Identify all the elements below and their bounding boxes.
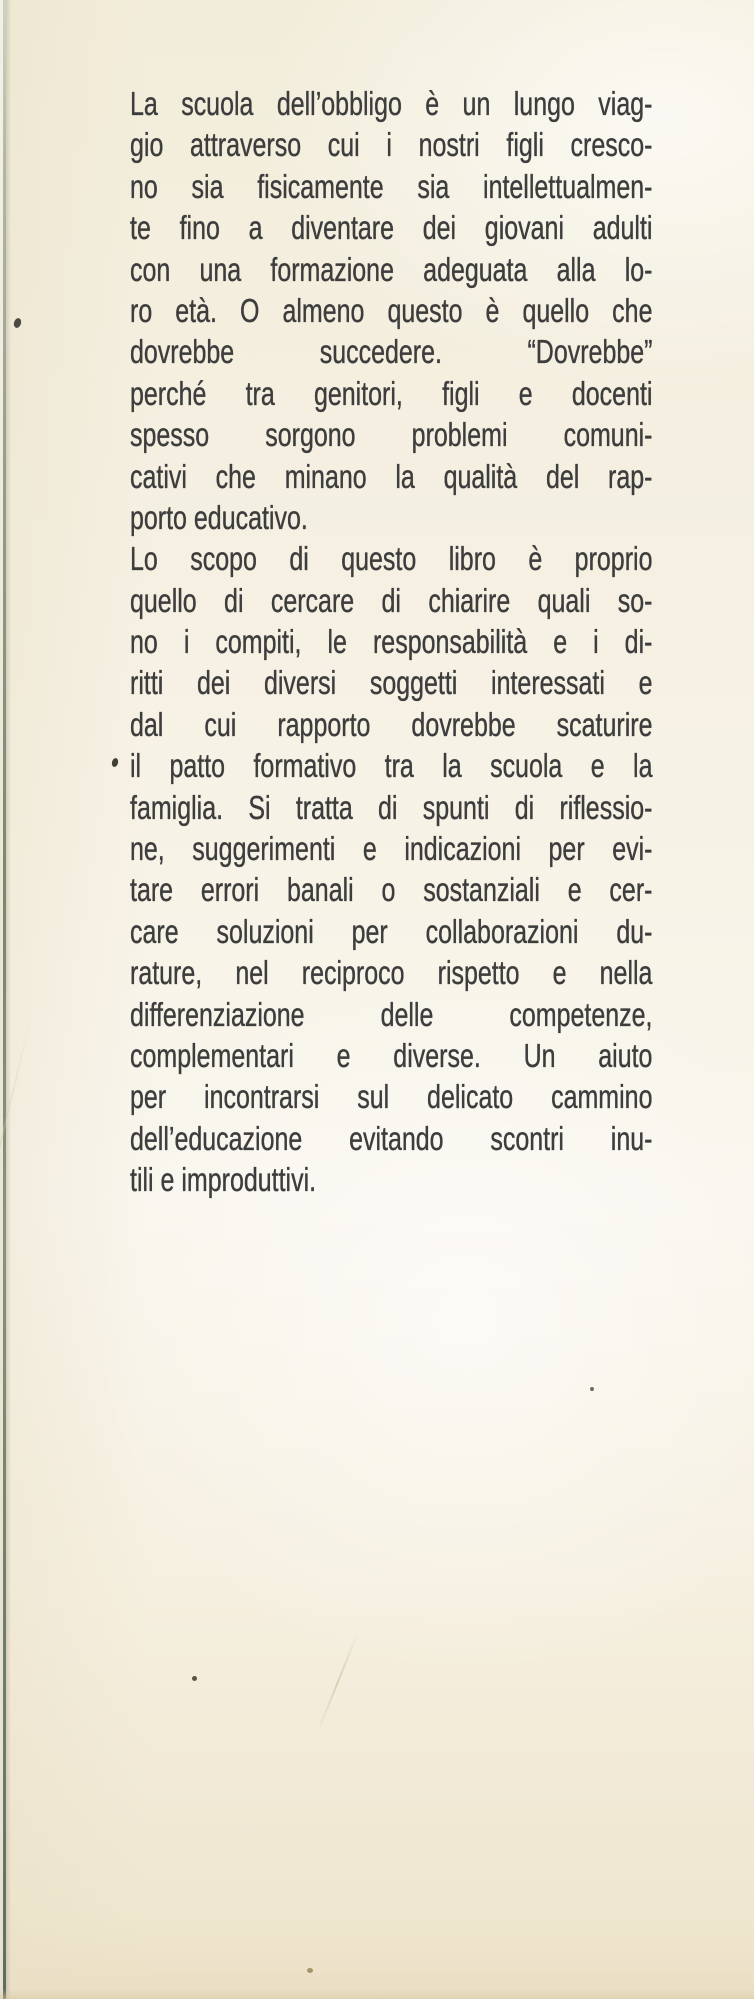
text-line: per incontrarsi sul delicato cammino — [130, 1078, 653, 1116]
text-line: Lo scopo di questo libro è proprio — [130, 540, 653, 578]
text-line: con una formazione adeguata alla lo- — [130, 250, 653, 288]
text-line: gio attraverso cui i nostri figli cresco- — [130, 126, 653, 164]
text-line: no i compiti, le responsabilità e i di- — [130, 623, 653, 661]
paragraph-2 — [130, 538, 652, 1200]
text-line: ne, suggerimenti e indicazioni per evi- — [130, 830, 653, 868]
text-line: famiglia. Si tratta di spunti di riflessio- — [130, 788, 653, 826]
text-line: ro età. O almeno questo è quello che — [130, 291, 653, 329]
paper-crease — [317, 1632, 359, 1733]
text-line: porto educativo. — [130, 498, 308, 536]
text-line: te fino a diventare dei giovani adulti — [130, 209, 653, 247]
text-line: spesso sorgono problemi comuni- — [130, 416, 653, 454]
scan-edge-shadow — [6, 0, 11, 1999]
ink-speck — [13, 317, 23, 329]
text-line: ritti dei diversi soggetti interessati e — [130, 664, 653, 702]
body-text — [130, 83, 652, 1201]
text-line: tili e improduttivi. — [130, 1161, 317, 1199]
paragraph-1 — [130, 83, 652, 538]
text-line: dal cui rapporto dovrebbe scaturire — [130, 705, 653, 743]
ink-speck — [111, 757, 119, 767]
ink-speck — [307, 1968, 313, 1973]
text-line: care soluzioni per collaborazioni du- — [130, 912, 653, 950]
text-line: tare errori banali o sostanziali e cer- — [130, 871, 653, 909]
scan-bottom-shade — [0, 1989, 754, 1999]
ink-speck — [192, 1676, 197, 1681]
text-line: cativi che minano la qualità del rap- — [130, 457, 653, 495]
text-line: dell’educazione evitando scontri inu- — [130, 1119, 653, 1157]
text-line: quello di cercare di chiarire quali so- — [130, 581, 653, 619]
text-line: perché tra genitori, figli e docenti — [130, 374, 653, 412]
text-line: no sia fisicamente sia intellettualmen- — [130, 167, 653, 205]
ink-speck — [590, 1387, 594, 1391]
text-line: dovrebbe succedere. “Dovrebbe” — [130, 333, 653, 371]
text-line: il patto formativo tra la scuola e la — [130, 747, 653, 785]
text-line: rature, nel reciproco rispetto e nella — [130, 954, 653, 992]
text-line: differenziazione delle competenze, — [130, 995, 653, 1033]
text-line: complementari e diverse. Un aiuto — [130, 1036, 653, 1074]
text-line: La scuola dell’obbligo è un lungo viag- — [130, 85, 653, 122]
